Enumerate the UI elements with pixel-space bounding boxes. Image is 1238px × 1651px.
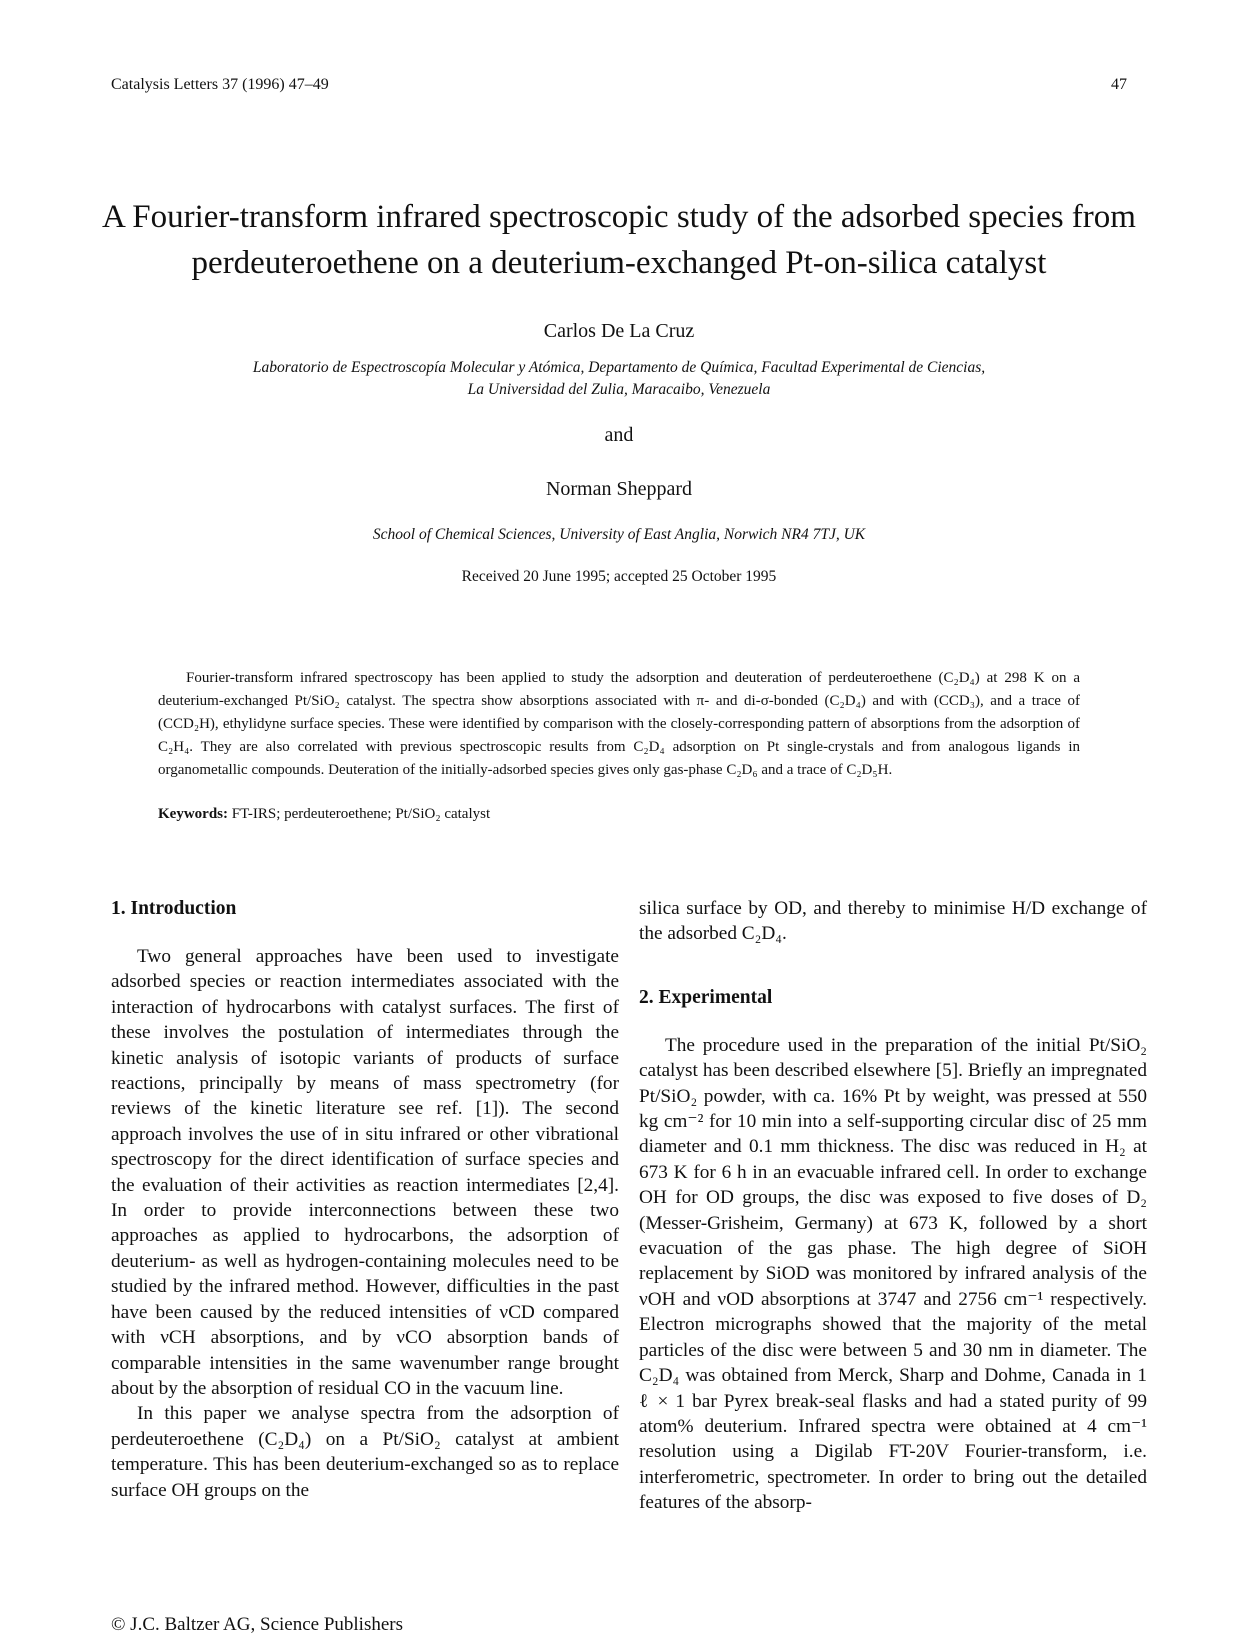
- author-name: Norman Sheppard: [545, 478, 693, 500]
- body-paragraph: In this paper we analyse spectra from the adsorption of perdeuteroethene (C₂D₄) on a Pt/SiO₂ catalyst at ambient temperature. This has been deuterium-exchanged so as to replace surface OH groups on the: [111, 1403, 619, 1501]
- affiliation-line: La Universidad del Zulia, Maracaibo, Venezuela: [467, 381, 771, 398]
- keywords-label: Keywords:: [158, 806, 228, 822]
- body-paragraph: The procedure used in the preparation of the initial Pt/SiO₂ catalyst has been described elsewhere [5]. Briefly an impregnated Pt/SiO₂ powder, with ca. 16% Pt by weight, was pressed at 550 kg cm⁻² for 10 min into a self-supporting circular disc of 25 mm diameter and 0.1 mm thickness. The disc was reduced in H₂ at 673 K for 6 h in an evacuable infrared cell. In order to exchange OH for OD groups, the disc was exposed to five doses of D₂ (Messer-Grisheim, Germany) at 673 K, followed by a short evacuation of the gas phase. The high degree of SiOH replacement by SiOD was monitored by infrared analysis of the νOH and νOD absorptions at 3747 and 2756 cm⁻¹ respectively. Electron micrographs showed that the majority of the metal particles of the disc were between 5 and 30 nm in diameter. The C₂D₄ was obtained from Merck, Sharp and Dohme, Canada in 1 ℓ × 1 bar Pyrex break-seal flasks and had a stated purity of 99 atom% deuterium. Infrared spectra were obtained at 4 cm⁻¹ resolution using a Digilab FT-20V Fourier-transform, i.e. interferometric, spectrometer. In order to bring out the detailed features of the absorp-: [639, 1034, 1147, 1514]
- body-paragraph: silica surface by OD, and thereby to minimise H/D exchange of the adsorbed C₂D₄.: [639, 898, 1147, 945]
- abstract: Fourier-transform infrared spectroscopy has been applied to study the adsorption and deuteration of perdeuteroethene (C₂D₄) at 298 K on a deuterium-exchanged Pt/SiO₂ catalyst. The spectra show absorptions associated with π- and di-σ-bonded (C₂D₄) and with (CCD₃), and a trace of (CCD₂H), ethylidyne surface species. These were identified by comparison with the closely-corresponding pattern of absorptions from the adsorption of C₂H₄. They are also correlated with previous spectroscopic results from C₂D₄ adsorption on Pt single-crystals and from analogous ligands in organometallic compounds. Deuteration of the initially-adsorbed species gives only gas-phase C₂D₆ and a trace of C₂D₅H.: [158, 670, 1080, 778]
- paper-title: A Fourier-transform infrared spectroscopic study of the adsorbed species from perdeuteroethene on a deuterium-exchanged Pt-on-silica catalyst: [102, 199, 1136, 281]
- author-affiliation: School of Chemical Sciences, University of East Anglia, Norwich NR4 7TJ, UK: [372, 526, 866, 543]
- publisher-footer: © J.C. Baltzer AG, Science Publishers: [111, 1614, 404, 1635]
- page-number: 47: [1111, 76, 1127, 93]
- keywords: [158, 806, 1080, 823]
- author-separator: and: [604, 424, 634, 446]
- affiliation-line: Laboratorio de Espectroscopía Molecular y Atómica, Departamento de Química, Facultad Experimental de Ciencias,: [252, 359, 986, 376]
- right-column: [639, 896, 1147, 1516]
- author-affiliation: [111, 357, 1127, 401]
- body-paragraph: Two general approaches have been used to investigate adsorbed species or reaction intermediates associated with the interaction of hydrocarbons with catalyst surfaces. The first of these involves the postulation of intermediates through the kinetic analysis of isotopic variants of products of surface reactions, principally by means of mass spectrometry (for reviews of the kinetic literature see ref. [1]). The second approach involves the use of in situ infrared or other vibrational spectroscopy for the direct identification of surface species and the evaluation of their activities as reaction intermediates [2,4]. In order to provide interconnections between these two approaches as applied to hydrocarbons, the adsorption of deuterium- as well as hydrogen-containing molecules need to be studied by the infrared method. However, difficulties in the past have been caused by the reduced intensities of νCD compared with νCH absorptions, and by νCO absorption bands of comparable intensities in the same wavenumber range brought about by the absorption of residual CO in the vacuum line.: [111, 946, 619, 1399]
- author-name: Carlos De La Cruz: [543, 320, 695, 342]
- received-dates: Received 20 June 1995; accepted 25 October 1995: [461, 568, 777, 585]
- journal-citation: Catalysis Letters 37 (1996) 47–49: [111, 76, 329, 93]
- left-column: [111, 896, 619, 1503]
- keywords-text: FT-IRS; perdeuteroethene; Pt/SiO₂ catalyst: [231, 806, 491, 822]
- section-heading: 1. Introduction: [111, 898, 237, 919]
- section-heading: 2. Experimental: [639, 986, 773, 1008]
